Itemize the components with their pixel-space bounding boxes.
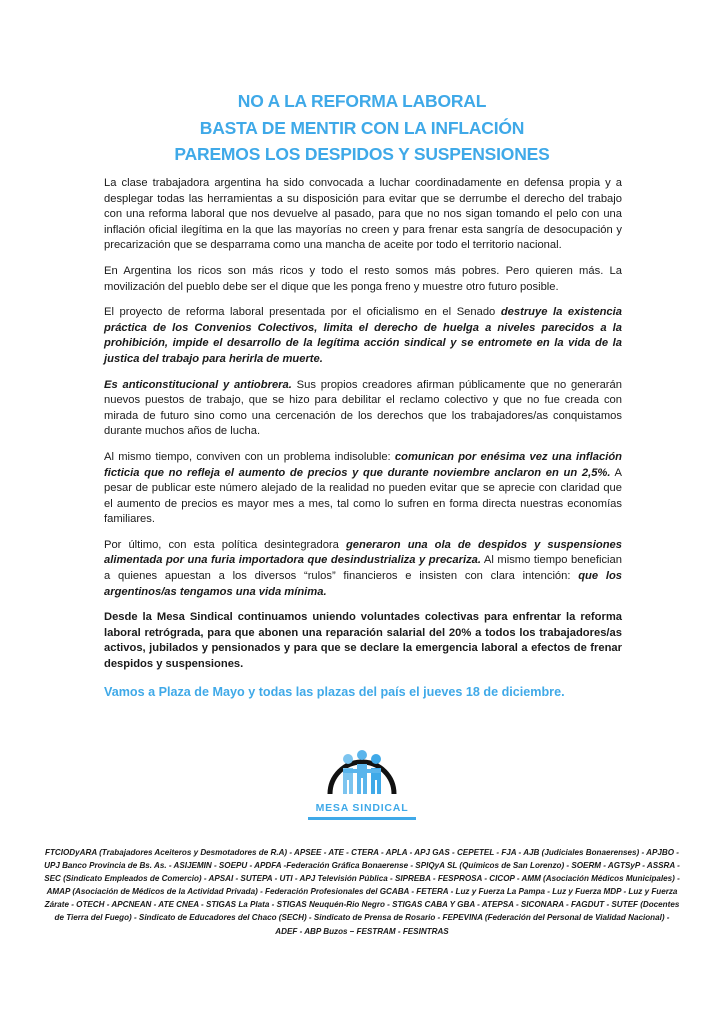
mesa-sindical-people-icon: [300, 728, 424, 802]
signatories-list: FTCIODyARA (Trabajadores Aceiteros y Desmotadores de R.A) - APSEE - ATE - CTERA - APLA - APJ GAS - CEPETEL - FJA - AJB (Judiciales Bonaerenses) - APJBO - UPJ Banco Provincia de Bs. As. - ASIJEMIN - SOEPU - APDFA -Federación Gráfica Bonaerense - SPIQyA SL (Químicos de San Lorenzo) - SOERM - AGTSyP - ASSRA - SEC (Sindicato Empleados de Comercio) - APSAI - SUTEPA - UTI - APJ Televisión Pública - SIPREBA - FESPROSA - CICOP - AMM (Asociación Médicos Municipales) - AMAP (Asociación de Médicos de la Actividad Privada) - Federación Profesionales del GCABA - FETERA - Luz y Fuerza La Pampa - Luz y Fuerza MDP - Luz y Fuerza Zárate - OTECH - APCNEAN - ATE CNEA - STIGAS La Plata - STIGAS Neuquén-Rio Negro - STIGAS CABA Y GBA - ATEPSA - SICONARA - FAGDUT - SUTEF (Docentes de Tierra del Fuego) - Sindicato de Educadores del Chaco (SECH) - Sindicato de Prensa de Rosario - FEPEVINA (Federación del Personal de Vialidad Nacional) - ADEF - ABP Buzos – FESTRAM - FESINTRAS: [44, 848, 680, 936]
paragraph-5: [104, 450, 622, 528]
headline-line-2: BASTA DE MENTIR CON LA INFLACIÓN: [199, 117, 525, 138]
mesa-sindical-logo: [300, 728, 424, 824]
paragraph-6-emphasis-a: generaron una ola de despidos y suspensiones alimentada por una furia importadora que desindustrializa y precariza.: [104, 538, 622, 567]
paragraph-5-emphasis: comunican por enésima vez una inflación ficticia que no refleja el aumento de precios y que durante noviembre anclaron en un 2,5%.: [104, 450, 622, 479]
paragraph-4: [104, 378, 622, 440]
paragraph-6-emphasis-b: que los argentinos/as tengamos una vida mínima.: [104, 570, 622, 598]
paragraph-1: La clase trabajadora argentina ha sido convocada a luchar coordinadamente en defensa propia y a desplegar todas las herramientas a su disposición para evitar que se derrumbe el derecho del trabajo con una reforma laboral que nos devuelve al pasado, para que no nos sigan tomando el pelo con una inflación oficial ilegítima en la que las mayorías no creen y para frenar esta sangría de desocupación y precarización que se desparrama como una mancha de aceite por todo el territorio nacional.: [104, 177, 622, 252]
call-to-action: Vamos a Plaza de Mayo y todas las plazas del país el jueves 18 de diciembre.: [104, 684, 565, 699]
paragraph-3: [104, 305, 622, 367]
paragraph-6-text-a: Por último, con esta política desintegradora: [104, 538, 346, 551]
paragraph-7: Desde la Mesa Sindical continuamos uniendo voluntades colectivas para enfrentar la reforma laboral retrógrada, para que abonen una reparación salarial del 20% a todos los trabajadores/as activos, jubilados y pensionados y para que se declare la emergencia laboral a efectos de frenar despidos y suspensiones.: [104, 611, 622, 671]
paragraph-5-text-a: Al mismo tiempo, conviven con un problema indisoluble:: [104, 450, 395, 463]
paragraph-3-text: El proyecto de reforma laboral presentada por el oficialismo en el Senado: [104, 306, 501, 319]
paragraph-6-text-b: Al mismo tiempo benefician a quienes apuestan a los diversos “rulos” financieros e insisten con clara intención:: [104, 554, 622, 583]
body-text: [104, 176, 622, 700]
paragraph-4-emphasis: Es anticonstitucional y antiobrera.: [104, 378, 292, 391]
headline-line-3: PAREMOS LOS DESPIDOS Y SUSPENSIONES: [174, 144, 550, 164]
headline-line-1: NO A LA REFORMA LABORAL: [237, 91, 487, 111]
headline-block: [0, 88, 724, 168]
paragraph-2: En Argentina los ricos son más ricos y todo el resto somos más pobres. Pero quieren más. La movilización del pueblo debe ser el dique que les ponga freno y muestre otro futuro posible.: [104, 264, 622, 293]
paragraph-3-emphasis: destruye la existencia práctica de los Convenios Colectivos, limita el derecho de huelga a niveles parecidos a la prohibición, impide el desarrollo de la legítima acción sindical y se entromete en la vida de la justica del trabajo para herirla de muerte.: [104, 306, 622, 365]
logo-label: MESA SINDICAL: [315, 802, 409, 814]
paragraph-6: [104, 538, 622, 600]
logo-underline: [308, 817, 416, 820]
paragraph-4-text: Sus propios creadores afirman públicamente que no generarán nuevos puestos de trabajo, que se hizo para debilitar el reclamo colectivo y que no fue creada con mirada de futuro sino como una cercenación de los derechos que los trabajadores/as conquistamos durante muchos años de lucha.: [104, 378, 622, 438]
paragraph-5-text-b: A pesar de publicar este número alejado de la realidad no pueden evitar que se aprecie con claridad que el aumento de precios es mayor mes a mes, tal como lo sufren en forma directa nuestras economías familiares.: [104, 466, 622, 526]
